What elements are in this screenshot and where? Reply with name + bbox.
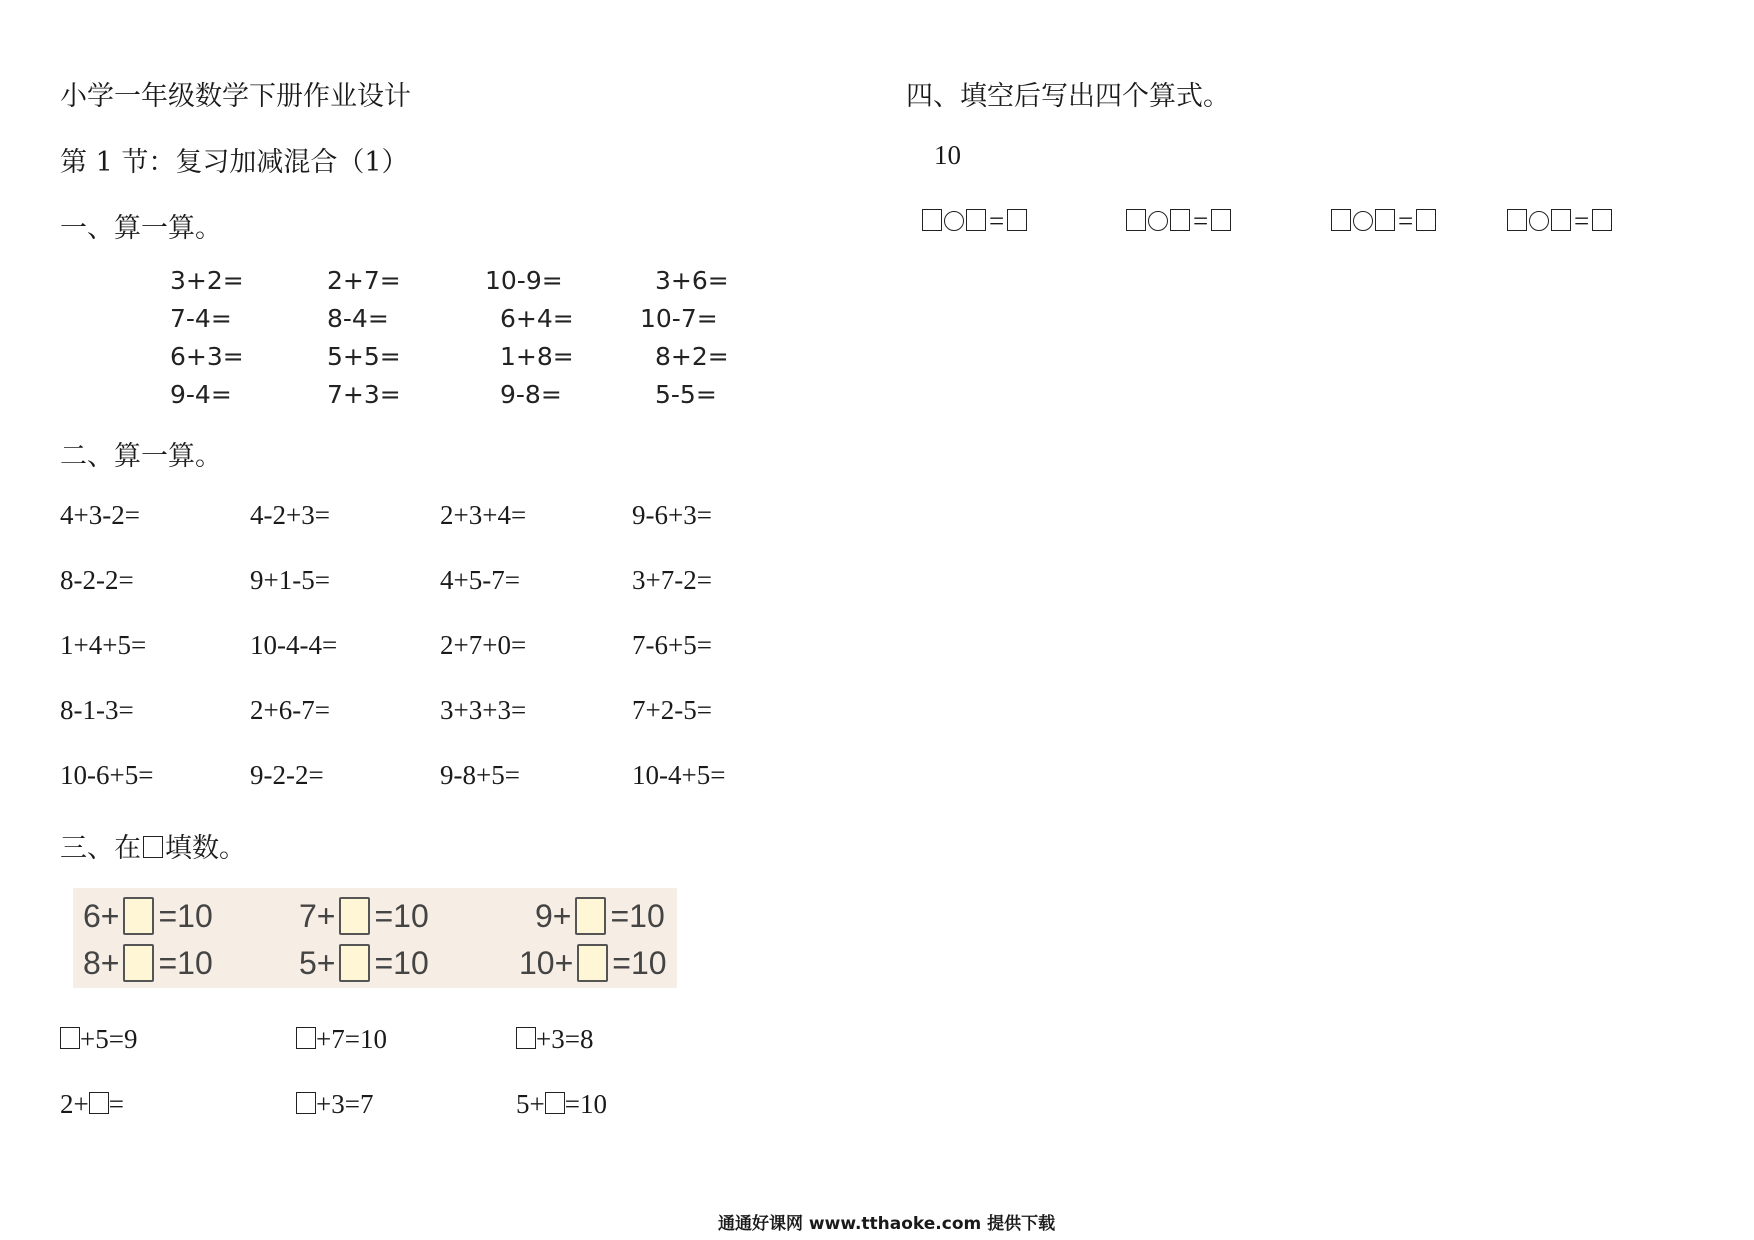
part1-item: 10-9=: [485, 266, 563, 295]
part3-item: [60, 1089, 124, 1120]
blank-square-icon[interactable]: [1592, 209, 1612, 231]
part3-heading-suffix: 填数。: [165, 833, 246, 864]
blank-square-icon[interactable]: [1416, 209, 1436, 231]
equals-sign: =: [1398, 206, 1414, 236]
answer-box[interactable]: [123, 944, 154, 982]
equals-sign: =: [989, 206, 1005, 236]
figure-right: =10: [612, 945, 667, 981]
part1-item: 6+3=: [170, 342, 244, 371]
figure-equation: [299, 898, 429, 938]
part1-item: 2+7=: [327, 266, 401, 295]
part1-item: 5-5=: [655, 380, 717, 409]
part2-item: 4-2+3=: [250, 500, 330, 530]
part2-item: 2+6-7=: [250, 695, 330, 725]
answer-box[interactable]: [575, 897, 606, 935]
section-title: 第 1 节：复习加减混合（1）: [60, 147, 409, 178]
footer-credit: 通通好课网 www.tthaoke.com 提供下载: [718, 1214, 1056, 1234]
part3-item: [60, 1024, 137, 1055]
figure-equation: [83, 898, 213, 938]
part2-item: 2+7+0=: [440, 630, 527, 660]
answer-box[interactable]: [339, 897, 370, 935]
part3-heading-prefix: 三、在: [60, 833, 141, 864]
part3-item: [296, 1024, 387, 1055]
figure-equation: [535, 898, 665, 938]
figure-equation: [299, 945, 429, 985]
part2-item: 8-1-3=: [60, 695, 134, 725]
equation-template: [1331, 206, 1436, 237]
part3-heading: [60, 826, 246, 865]
part1-item: 3+2=: [170, 266, 244, 295]
part1-item: 8+2=: [655, 342, 729, 371]
part2-heading: 二、算一算。: [60, 441, 222, 472]
part2-item: 4+5-7=: [440, 565, 520, 595]
part1-item: 10-7=: [640, 304, 718, 333]
blank-circle-icon[interactable]: [944, 211, 964, 231]
figure-right: =10: [610, 898, 665, 934]
part1-item: 9-8=: [500, 380, 562, 409]
part1-item: 7-4=: [170, 304, 232, 333]
part3-post: +3=8: [536, 1024, 594, 1054]
blank-square-icon[interactable]: [296, 1027, 316, 1049]
part2-item: 1+4+5=: [60, 630, 147, 660]
figure-left: 7+: [299, 898, 336, 934]
blank-square-icon[interactable]: [516, 1027, 536, 1049]
page-title: 小学一年级数学下册作业设计: [60, 81, 411, 112]
part3-item: [516, 1089, 607, 1120]
blank-circle-icon[interactable]: [1148, 211, 1168, 231]
blank-square-icon[interactable]: [1007, 209, 1027, 231]
part2-item: 9-8+5=: [440, 760, 520, 790]
part2-item: 3+7-2=: [632, 565, 712, 595]
blank-square-icon[interactable]: [1507, 209, 1527, 231]
figure-left: 5+: [299, 945, 336, 981]
part3-post: =: [108, 1089, 124, 1119]
blank-square-icon[interactable]: [1211, 209, 1231, 231]
part3-item: [516, 1024, 593, 1055]
equation-template: [1507, 206, 1612, 237]
part1-item: 5+5=: [327, 342, 401, 371]
part2-item: 8-2-2=: [60, 565, 134, 595]
part1-item: 9-4=: [170, 380, 232, 409]
figure-left: 9+: [535, 898, 572, 934]
part1-item: 1+8=: [500, 342, 574, 371]
blank-square-icon[interactable]: [966, 209, 986, 231]
fill-in-figure: [73, 888, 677, 988]
part2-item: 9-2-2=: [250, 760, 324, 790]
part3-post: +7=10: [316, 1024, 387, 1054]
part2-item: 7-6+5=: [632, 630, 712, 660]
answer-box[interactable]: [577, 944, 608, 982]
blank-square-icon[interactable]: [1126, 209, 1146, 231]
blank-square-icon[interactable]: [1170, 209, 1190, 231]
equals-sign: =: [1574, 206, 1590, 236]
part4-heading: 四、填空后写出四个算式。: [906, 81, 1230, 112]
figure-right: =10: [374, 945, 429, 981]
part3-item: [296, 1089, 373, 1120]
part1-item: 7+3=: [327, 380, 401, 409]
equation-template: [1126, 206, 1231, 237]
figure-left: 10+: [519, 945, 574, 981]
figure-right: =10: [374, 898, 429, 934]
part3-post: +3=7: [316, 1089, 374, 1119]
part2-item: 7+2-5=: [632, 695, 712, 725]
blank-square-icon[interactable]: [89, 1092, 109, 1114]
part3-pre: 2+: [60, 1089, 89, 1119]
part3-post: =10: [564, 1089, 607, 1119]
part2-item: 4+3-2=: [60, 500, 140, 530]
part3-post: +5=9: [80, 1024, 138, 1054]
figure-left: 8+: [83, 945, 120, 981]
part1-item: 8-4=: [327, 304, 389, 333]
part2-item: 2+3+4=: [440, 500, 527, 530]
figure-equation: [83, 945, 213, 985]
blank-circle-icon[interactable]: [1529, 211, 1549, 231]
blank-square-icon[interactable]: [1375, 209, 1395, 231]
blank-circle-icon[interactable]: [1353, 211, 1373, 231]
equation-template: [922, 206, 1027, 237]
figure-right: =10: [158, 898, 213, 934]
part2-item: 10-4+5=: [632, 760, 726, 790]
blank-square-icon[interactable]: [1331, 209, 1351, 231]
blank-square-icon[interactable]: [60, 1027, 80, 1049]
answer-box[interactable]: [339, 944, 370, 982]
part2-item: 10-4-4=: [250, 630, 338, 660]
part4-number: 10: [934, 140, 961, 170]
figure-equation: [519, 945, 667, 985]
figure-right: =10: [158, 945, 213, 981]
equals-sign: =: [1193, 206, 1209, 236]
figure-left: 6+: [83, 898, 120, 934]
part1-item: 3+6=: [655, 266, 729, 295]
part2-item: 3+3+3=: [440, 695, 527, 725]
blank-square-icon[interactable]: [922, 209, 942, 231]
answer-box[interactable]: [123, 897, 154, 935]
part1-heading: 一、算一算。: [60, 213, 222, 244]
blank-square-icon: [143, 836, 163, 858]
blank-square-icon[interactable]: [296, 1092, 316, 1114]
part3-pre: 5+: [516, 1089, 545, 1119]
blank-square-icon[interactable]: [545, 1092, 565, 1114]
part2-item: 9+1-5=: [250, 565, 330, 595]
part2-item: 9-6+3=: [632, 500, 712, 530]
part1-item: 6+4=: [500, 304, 574, 333]
blank-square-icon[interactable]: [1551, 209, 1571, 231]
part2-item: 10-6+5=: [60, 760, 154, 790]
